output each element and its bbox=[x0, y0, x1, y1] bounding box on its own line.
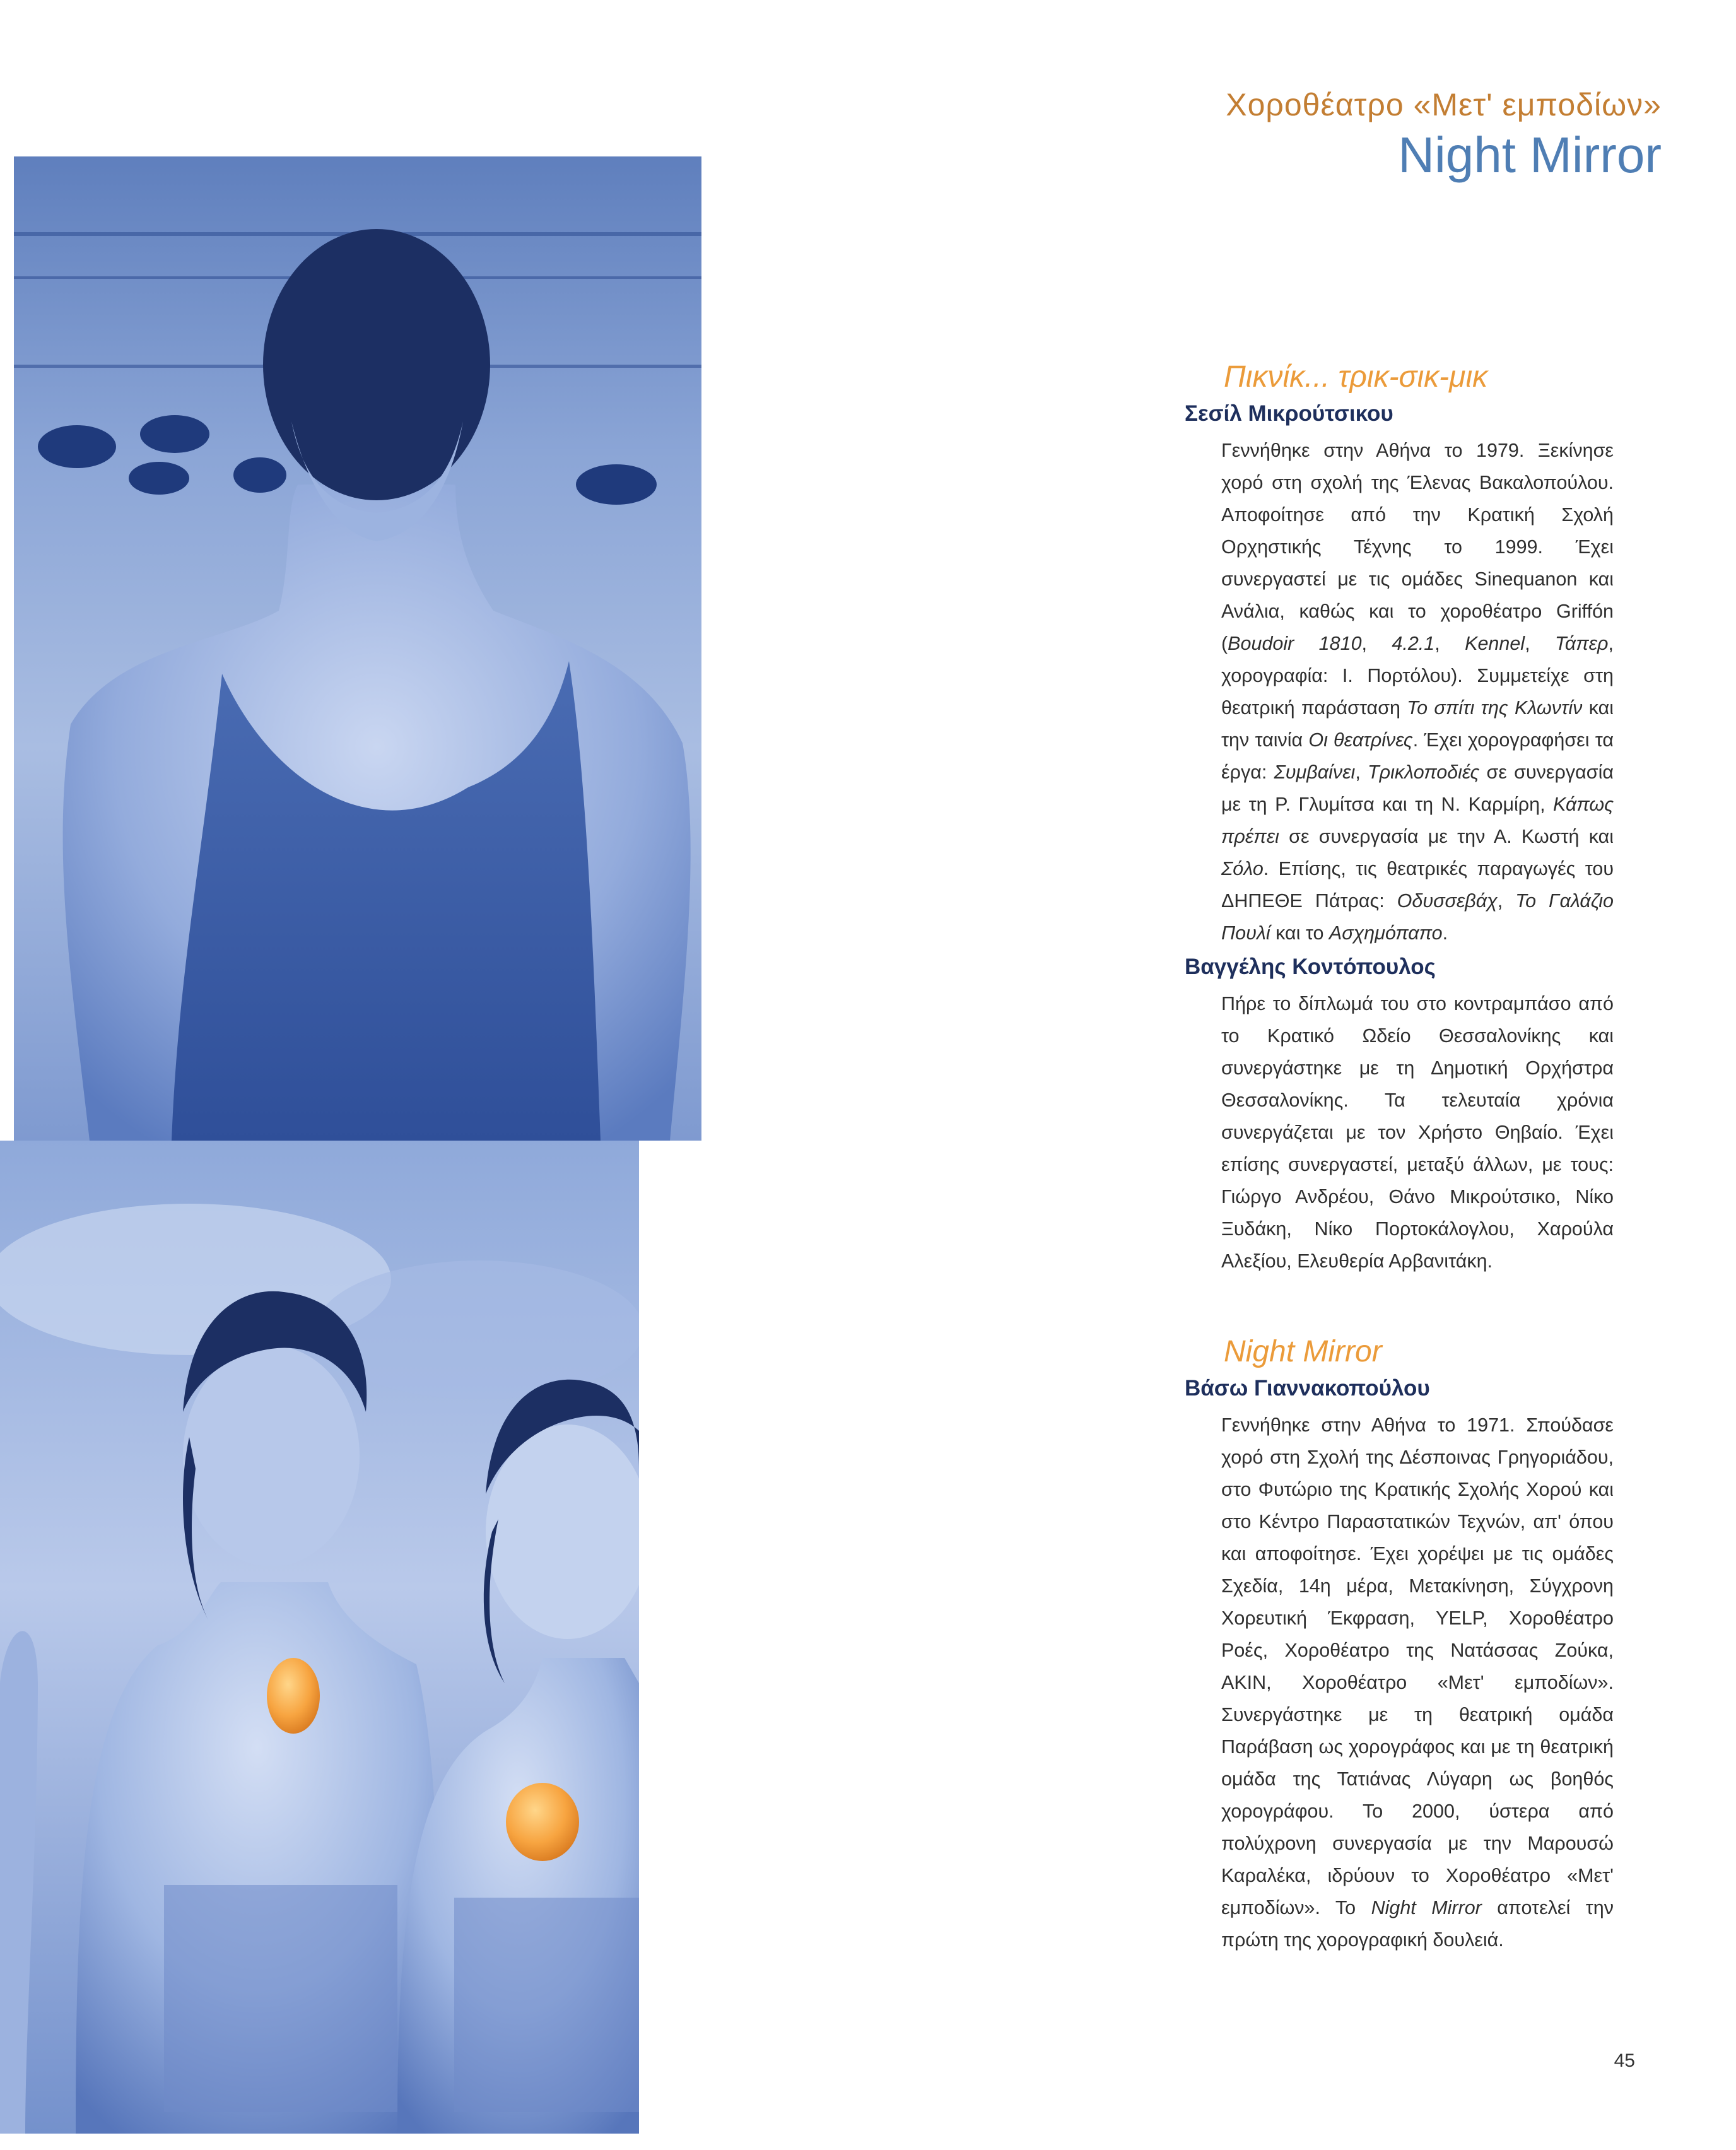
bio-text: . bbox=[1442, 922, 1448, 944]
bio-text: . Επίσης, τις θεατρικές παραγωγές του ΔΗΠΕΘΕ Πάτρας: bbox=[1221, 857, 1614, 912]
bio-text: , χορογραφία: Ι. Πορτόλου). Συμμετείχε στη θεατρική παράσταση bbox=[1221, 632, 1614, 719]
bio-work-title: Οι θεατρίνες bbox=[1308, 729, 1413, 751]
piece-title: Night Mirror bbox=[1224, 1335, 1382, 1368]
photo-dancer-back-drawing bbox=[14, 156, 701, 1141]
section-piknik bbox=[1185, 361, 1614, 949]
bio-work-title: Τρικλοποδιές bbox=[1368, 761, 1480, 783]
bio-work-title: Οδυσσεβάχ bbox=[1397, 890, 1498, 912]
bio-work-title: Night Mirror bbox=[1371, 1896, 1482, 1918]
bio-work-title: Κάπως πρέπει bbox=[1221, 793, 1614, 847]
show-title: Night Mirror bbox=[1398, 127, 1662, 183]
person-name: Βάσω Γιαννακοπούλου bbox=[1185, 1375, 1430, 1401]
photo-dancer-back bbox=[14, 156, 701, 1141]
person-bio bbox=[1221, 988, 1614, 1278]
bio-work-title: Ασχημόπαπο bbox=[1328, 922, 1443, 944]
bio-text: και την ταινία bbox=[1221, 696, 1614, 751]
bio-text: , bbox=[1434, 632, 1465, 654]
bio-work-title: Το Γαλάζιο Πουλί bbox=[1221, 890, 1614, 944]
bio-text: , bbox=[1355, 761, 1368, 783]
bio-work-title: Σόλο bbox=[1221, 857, 1264, 879]
bio-text: . Έχει χορογραφήσει τα έργα: bbox=[1221, 729, 1614, 783]
person-bio bbox=[1221, 1409, 1614, 1956]
bio-text: Γεννήθηκε στην Αθήνα το 1971. Σπούδασε χορό στη Σχολή της Δέσποινας Γρηγοριάδου, στο Φυτώριο της Κρατικής Σχολής Χορού και στο Κέντρο Παραστατικών Τεχνών, απ' όπου και αποφοίτησε. Έχει χορέψει με τις ομάδες Σχεδία, 14η μέρα, Μετακίνηση, Σύγχρονη Χορευτική Έκφραση, YELP, Χοροθέατρο Ροές, Χοροθέατρο της Νατάσσας Ζούκα, ΑΚΙΝ, Χοροθέατρο «Μετ' εμποδίων». Συνεργάστηκε με τη θεατρική ομάδα Παράβαση ως χορογράφος και με τη θεατρική ομάδα της Τατιάνας Λύγαρη ως βοηθός χορογράφου. Το 2000, ύστερα από πολύχρονη συνεργασία με την Μαρουσώ Καραλέκα, ιδρύουν το Χοροθέατρο «Μετ' εμποδίων». Το bbox=[1221, 1414, 1614, 1918]
orange-left bbox=[267, 1658, 320, 1734]
bio-text: , bbox=[1361, 632, 1392, 654]
bio-work-title: Συμβαίνει bbox=[1274, 761, 1356, 783]
bio-text: σε συνεργασία με τη Ρ. Γλυμίτσα και τη Ν. Καρμίρη, bbox=[1221, 761, 1614, 815]
bio-text: Γεννήθηκε στην Αθήνα το 1979. Ξεκίνησε χορό στη σχολή της Έλενας Βακαλοπούλου. Αποφοίτησε από την Κρατική Σχολή Ορχηστικής Τέχνης το 1999. Έχει συνεργαστεί με τις ομάδες Sinequanon και Ανάλια, καθώς και το χοροθέατρο Griffón ( bbox=[1221, 439, 1614, 654]
page-header bbox=[1226, 86, 1662, 184]
person-name: Σεσίλ Μικρούτσικου bbox=[1185, 401, 1393, 426]
bio-work-title: Kennel bbox=[1465, 632, 1525, 654]
bio-text: αποτελεί την πρώτη της χορογραφική δουλειά. bbox=[1221, 1896, 1614, 1951]
bio-work-title: Boudoir 1810 bbox=[1228, 632, 1362, 654]
bio-text: και το bbox=[1270, 922, 1329, 944]
bio-text: Πήρε το δίπλωμά του στο κοντραμπάσο από το Κρατικό Ωδείο Θεσσαλονίκης και συνεργάστηκε με τη Δημοτική Ορχήστρα Θεσσαλονίκης. Τα τελευταία χρόνια συνεργάζεται με τον Χρήστο Θηβαίο. Έχει επίσης συνεργαστεί, μεταξύ άλλων, με τους: Γιώργο Ανδρέου, Θάνο Μικρούτσικο, Νίκο Ξυδάκη, Νίκο Πορτοκάλογλου, Χαρούλα Αλεξίου, Ελευθερία Αρβανιτάκη. bbox=[1221, 993, 1614, 1272]
bio-work-title: Τάπερ bbox=[1554, 632, 1609, 654]
company-title: Χοροθέατρο «Μετ' εμποδίων» bbox=[1226, 87, 1662, 122]
person-bio bbox=[1221, 435, 1614, 949]
bio-work-title: 4.2.1 bbox=[1392, 632, 1435, 654]
photo-dancers-oranges-drawing bbox=[0, 1141, 639, 2134]
section-night-mirror bbox=[1185, 1336, 1614, 1956]
bio-text: σε συνεργασία με την Α. Κωστή και bbox=[1279, 825, 1614, 847]
piece-title: Πικνίκ... τρικ-σικ-μικ bbox=[1224, 360, 1488, 394]
bio-text: , bbox=[1497, 890, 1516, 912]
photo-dancers-oranges bbox=[0, 1141, 639, 2134]
page-number: 45 bbox=[1614, 2050, 1635, 2071]
bio-work-title: Το σπίτι της Κλωντίν bbox=[1407, 696, 1583, 719]
orange-right bbox=[506, 1783, 579, 1861]
section-kontopoulos bbox=[1185, 954, 1614, 1278]
person-name: Βαγγέλης Κοντόπουλος bbox=[1185, 955, 1436, 979]
bio-text: , bbox=[1525, 632, 1555, 654]
